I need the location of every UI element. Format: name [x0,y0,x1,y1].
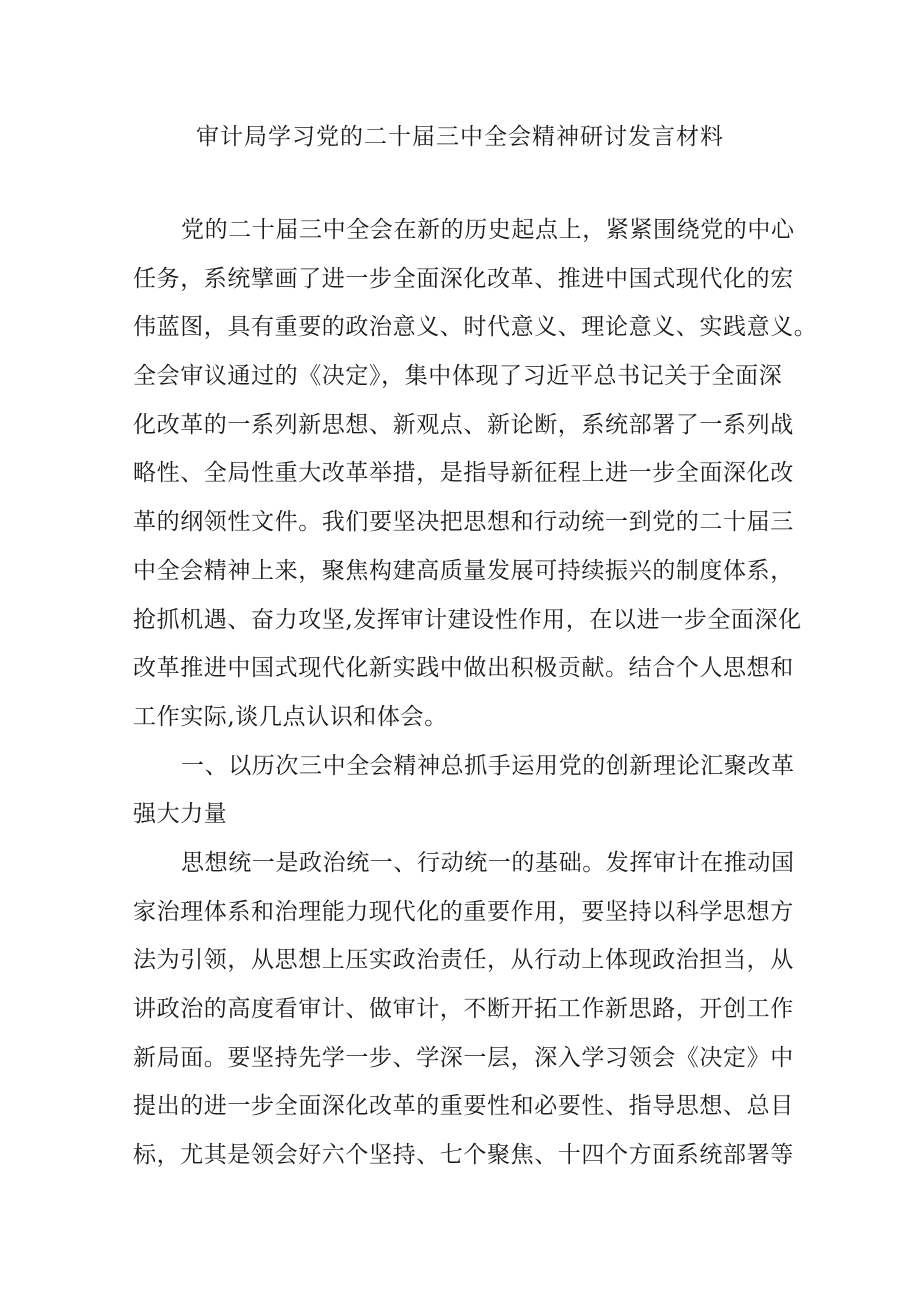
document-body [133,206,818,1180]
document-title: 审计局学习党的二十届三中全会精神研讨发言材料 [196,124,724,150]
paragraph-line: 标，尤其是领会好六个坚持、七个聚焦、十四个方面系统部署等 [133,1142,794,1169]
paragraph-line: 家治理体系和治理能力现代化的重要作用，要坚持以科学思想方 [133,898,794,925]
paragraph-line: 提出的进一步全面深化改革的重要性和必要性、指导思想、总目 [133,1093,794,1120]
paragraph-line: 化改革的一系列新思想、新观点、新论断，系统部署了一系列战 [133,411,794,438]
paragraph-line: 新局面。要坚持先学一步、学深一层，深入学习领会《决定》中 [133,1044,794,1071]
section-heading-line: 一、以历次三中全会精神总抓手运用党的创新理论汇聚改革 [181,752,795,779]
paragraph-line: 法为引领，从思想上压实政治责任，从行动上体现政治担当，从 [133,947,794,974]
paragraph-line: 思想统一是政治统一、行动统一的基础。发挥审计在推动国 [181,849,795,876]
paragraph-line: 抢抓机遇、奋力攻坚,发挥审计建设性作用，在以进一步全面深化 [133,606,802,633]
paragraph-line: 任务，系统擘画了进一步全面深化改革、推进中国式现代化的宏 [133,265,794,292]
paragraph-line: 革的纲领性文件。我们要坚决把思想和行动统一到党的二十届三 [133,509,794,536]
paragraph-line: 讲政治的高度看审计、做审计，不断开拓工作新思路，开创工作 [133,996,794,1022]
paragraph-line: 改革推进中国式现代化新实践中做出积极贡献。结合个人思想和 [133,655,794,682]
paragraph-line: 中全会精神上来，聚焦构建高质量发展可持续振兴的制度体系， [133,557,794,584]
paragraph-line: 党的二十届三中全会在新的历史起点上，紧紧围绕党的中心 [181,217,795,243]
paragraph-line: 工作实际,谈几点认识和体会。 [133,703,448,730]
paragraph-line: 全会审议通过的《决定》，集中体现了习近平总书记关于全面深 [133,363,783,390]
paragraph-line: 伟蓝图，具有重要的政治意义、时代意义、理论意义、实践意义。 [133,314,818,341]
paragraph-line: 略性、全局性重大改革举措，是指导新征程上进一步全面深化改 [133,460,794,487]
section-heading-line: 强大力量 [133,801,228,828]
